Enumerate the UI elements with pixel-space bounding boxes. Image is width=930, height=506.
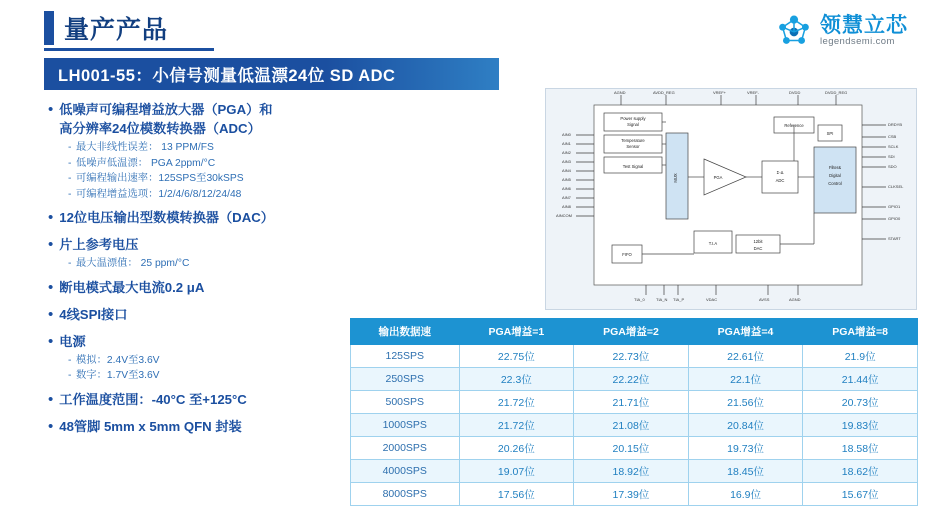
cell-value: 20.26位	[459, 437, 574, 460]
cell-value: 21.56位	[688, 391, 803, 414]
svg-text:Σ-Δ: Σ-Δ	[776, 170, 784, 175]
cell-value: 22.61位	[688, 345, 803, 368]
cell-rate: 125SPS	[351, 345, 460, 368]
bullet-dot-icon: •	[48, 417, 54, 435]
cell-rate: 4000SPS	[351, 460, 460, 483]
svg-text:SCLK: SCLK	[888, 144, 899, 149]
cell-value: 19.07位	[459, 460, 574, 483]
table-row	[351, 391, 918, 414]
feature-label: 断电模式最大电流0.2 μA	[59, 279, 205, 295]
cell-value: 21.44位	[803, 368, 918, 391]
col-header: PGA增益=2	[574, 319, 689, 345]
svg-text:GPIO1: GPIO1	[888, 204, 901, 209]
svg-text:VREF+: VREF+	[713, 90, 727, 95]
svg-text:VREF-: VREF-	[747, 90, 759, 95]
page-title-group	[44, 10, 168, 46]
list-item	[48, 417, 348, 436]
cell-value: 18.62位	[803, 460, 918, 483]
cell-value: 18.92位	[574, 460, 689, 483]
svg-text:AGND: AGND	[789, 297, 801, 302]
list-item	[48, 305, 348, 324]
col-header: PGA增益=4	[688, 319, 803, 345]
svg-text:AIN0: AIN0	[562, 132, 571, 137]
logo-text	[820, 15, 908, 47]
svg-text:CLKSEL: CLKSEL	[888, 184, 904, 189]
svg-text:Control: Control	[828, 181, 842, 186]
list-item	[48, 278, 348, 297]
cell-rate: 500SPS	[351, 391, 460, 414]
cell-value: 19.83位	[803, 414, 918, 437]
svg-text:AIN6: AIN6	[562, 186, 571, 191]
table-row	[351, 437, 918, 460]
cell-rate: 1000SPS	[351, 414, 460, 437]
col-header: PGA增益=1	[459, 319, 574, 345]
block-diagram-svg	[546, 89, 916, 309]
svg-text:AIN2: AIN2	[562, 150, 571, 155]
svg-text:AIN5: AIN5	[562, 177, 571, 182]
svg-text:CSB: CSB	[888, 134, 897, 139]
list-item	[48, 390, 348, 409]
cell-rate: 250SPS	[351, 368, 460, 391]
cell-value: 22.22位	[574, 368, 689, 391]
logo-name-en: legendsemi.com	[820, 36, 895, 48]
cell-value: 22.73位	[574, 345, 689, 368]
svg-text:AIN4: AIN4	[562, 168, 571, 173]
feature-sub: - 低噪声低温漂： PGA 2ppm/°C	[68, 157, 216, 169]
bullet-dot-icon: •	[48, 332, 54, 350]
cell-value: 22.75位	[459, 345, 574, 368]
table-row	[351, 414, 918, 437]
cell-value: 19.73位	[688, 437, 803, 460]
svg-text:AIN1: AIN1	[562, 141, 571, 146]
cell-value: 17.56位	[459, 483, 574, 506]
svg-text:Signal: Signal	[627, 122, 639, 127]
title-accent-bar	[44, 11, 54, 45]
block-diagram	[545, 88, 917, 310]
cell-rate: 8000SPS	[351, 483, 460, 506]
feature-label: 电源	[59, 333, 86, 349]
cell-rate: 2000SPS	[351, 437, 460, 460]
svg-text:MUX: MUX	[673, 173, 678, 183]
feature-list	[48, 100, 348, 438]
svg-text:FIFO: FIFO	[622, 252, 632, 257]
svg-text:PGA: PGA	[713, 175, 723, 180]
bullet-dot-icon: •	[48, 305, 54, 323]
svg-text:Temperature: Temperature	[621, 138, 645, 143]
performance-table	[350, 318, 918, 506]
bullet-dot-icon: •	[48, 278, 54, 296]
col-header: 输出数据速	[351, 319, 460, 345]
svg-text:Power supply: Power supply	[620, 116, 646, 121]
cell-value: 17.39位	[574, 483, 689, 506]
svg-text:SDI: SDI	[888, 154, 895, 159]
list-item	[48, 332, 348, 351]
feature-label: 48管脚 5mm x 5mm QFN 封装	[59, 418, 242, 434]
list-item	[48, 235, 348, 254]
svg-text:AVDD_REG: AVDD_REG	[653, 90, 675, 95]
table-row	[351, 483, 918, 506]
feature-label: 12位电压输出型数模转换器（DAC）	[59, 210, 274, 225]
svg-text:SDO: SDO	[888, 164, 897, 169]
cell-value: 21.71位	[574, 391, 689, 414]
bullet-dot-icon: •	[48, 209, 54, 226]
bullet-dot-icon: •	[48, 101, 54, 118]
feature-sub: - 可编程输出速率：125SPS至30kSPS	[68, 173, 244, 184]
svg-text:DRDYB: DRDYB	[888, 122, 903, 127]
cell-value: 21.08位	[574, 414, 689, 437]
logo-name-cn: 领慧立芯	[820, 13, 908, 37]
feature-label: 片上参考电压	[59, 237, 139, 252]
svg-text:AINCOM: AINCOM	[556, 213, 572, 218]
cell-value: 20.15位	[574, 437, 689, 460]
cell-value: 21.72位	[459, 414, 574, 437]
cell-value: 22.1位	[688, 368, 803, 391]
table-row	[351, 345, 918, 368]
table-row	[351, 460, 918, 483]
svg-text:AIN3: AIN3	[562, 159, 571, 164]
cell-value: 18.45位	[688, 460, 803, 483]
cell-value: 20.84位	[688, 414, 803, 437]
svg-text:VDAC: VDAC	[706, 297, 718, 302]
svg-text:DVDD_REG: DVDD_REG	[825, 90, 848, 95]
logo-mark-icon	[775, 12, 813, 50]
svg-text:DAC: DAC	[753, 246, 763, 251]
svg-text:Filter&: Filter&	[828, 165, 842, 170]
feature-label: 低噪声可编程增益放大器（PGA）和	[59, 102, 273, 117]
svg-text:TIA_0: TIA_0	[634, 297, 645, 302]
feature-sub: - 最大温漂值： 25 ppm/°C	[68, 258, 190, 269]
feature-sub: - 数字：1.7V至3.6V	[68, 370, 160, 381]
product-banner: LH001-55：小信号测量低温漂24位 SD ADC	[44, 58, 499, 90]
company-logo	[775, 12, 908, 50]
cell-value: 21.72位	[459, 391, 574, 414]
cell-value: 15.67位	[803, 483, 918, 506]
feature-sub: - 模拟：2.4V至3.6V	[68, 354, 160, 366]
feature-sub: - 可编程增益选项：1/2/4/6/8/12/24/48	[68, 188, 242, 200]
feature-label: 4线SPI接口	[59, 306, 128, 322]
svg-text:TIA_P: TIA_P	[673, 297, 685, 302]
svg-text:AIN8: AIN8	[562, 204, 571, 209]
feature-sub: - 最大非线性误差： 13 PPM/FS	[68, 142, 214, 153]
col-header: PGA增益=8	[803, 319, 918, 345]
svg-text:Reference: Reference	[784, 123, 804, 128]
svg-text:Sensor: Sensor	[626, 144, 640, 149]
svg-text:Test Signal: Test Signal	[622, 164, 644, 169]
cell-value: 18.58位	[803, 437, 918, 460]
table-row	[351, 368, 918, 391]
svg-text:T.I.A: T.I.A	[708, 241, 718, 246]
svg-text:START: START	[888, 236, 901, 241]
svg-text:12bit: 12bit	[753, 239, 763, 244]
cell-value: 16.9位	[688, 483, 803, 506]
feature-label: 工作温度范围：-40°C 至+125°C	[59, 391, 247, 407]
svg-text:TIA_N: TIA_N	[656, 297, 668, 302]
svg-text:DVDD: DVDD	[789, 90, 801, 95]
title-underline	[44, 48, 214, 51]
bullet-dot-icon: •	[48, 236, 54, 253]
list-item	[48, 100, 348, 138]
feature-label-line2: 高分辨率24位模数转换器（ADC）	[59, 121, 261, 136]
cell-value: 21.9位	[803, 345, 918, 368]
svg-text:SPI: SPI	[826, 131, 834, 136]
page-title: 量产产品	[64, 16, 169, 44]
svg-text:Digital: Digital	[829, 173, 841, 178]
svg-text:GPIO0: GPIO0	[888, 216, 901, 221]
table-header-row	[351, 319, 918, 345]
svg-text:AIN7: AIN7	[562, 195, 571, 200]
bullet-dot-icon: •	[48, 390, 54, 408]
list-item	[48, 208, 348, 227]
svg-text:AVSS: AVSS	[759, 297, 770, 302]
svg-text:AGND: AGND	[614, 90, 626, 95]
svg-text:ADC: ADC	[775, 178, 785, 183]
cell-value: 22.3位	[459, 368, 574, 391]
cell-value: 20.73位	[803, 391, 918, 414]
